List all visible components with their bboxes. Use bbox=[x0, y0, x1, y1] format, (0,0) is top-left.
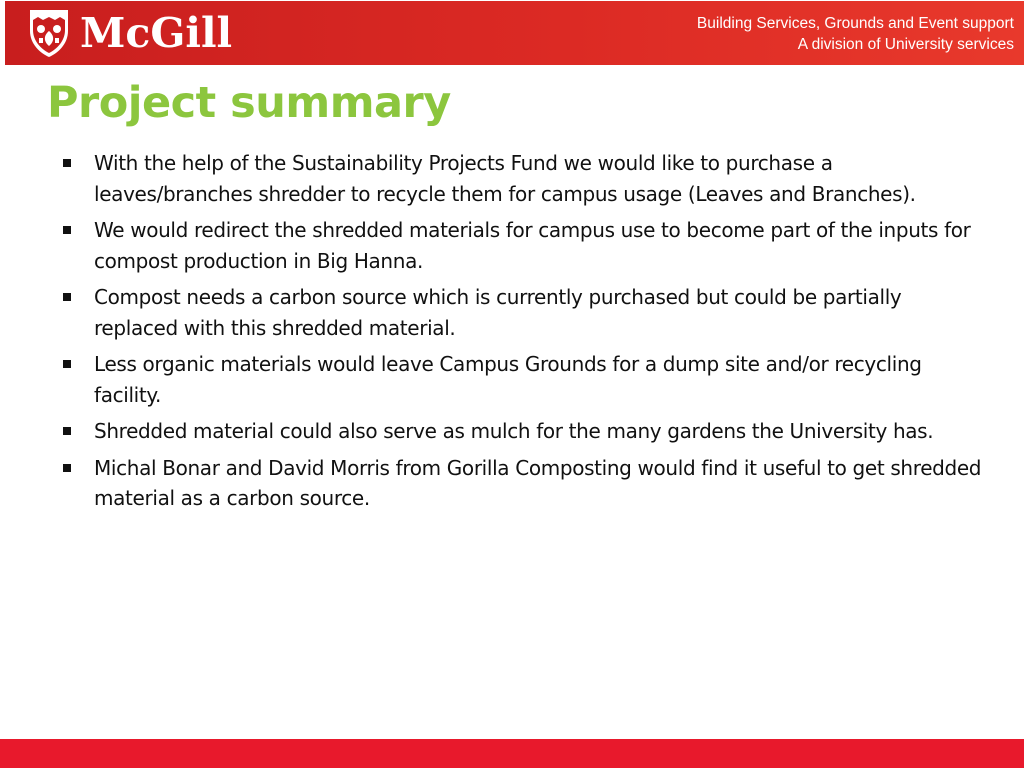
page-title: Project summary bbox=[47, 78, 451, 128]
bullet-text: Less organic materials would leave Campus Grounds for a dump site and/or recycling facility. bbox=[94, 352, 922, 407]
list-item bbox=[60, 148, 990, 209]
list-item bbox=[60, 453, 990, 514]
square-bullet-icon bbox=[63, 464, 71, 472]
list-item bbox=[60, 349, 990, 410]
square-bullet-icon bbox=[63, 226, 71, 234]
logo-wordmark: McGill bbox=[80, 9, 233, 57]
list-item bbox=[60, 416, 990, 447]
mcgill-crest-icon bbox=[27, 7, 71, 59]
bullet-text: Shredded material could also serve as mulch for the many gardens the University has. bbox=[94, 419, 934, 443]
header-bar bbox=[5, 1, 1024, 65]
square-bullet-icon bbox=[63, 293, 71, 301]
bullet-text: Michal Bonar and David Morris from Gorilla Composting would find it useful to get shredded material as a carbon source. bbox=[94, 455, 982, 510]
bullet-text: We would redirect the shredded materials for campus use to become part of the inputs for compost production in Big Hanna. bbox=[94, 218, 971, 273]
header-line-2: A division of University services bbox=[797, 36, 1014, 53]
header-line-1: Building Services, Grounds and Event support bbox=[696, 15, 1014, 32]
bullet-text: Compost needs a carbon source which is currently purchased but could be partially replaced with this shredded material. bbox=[94, 285, 902, 340]
bullet-list bbox=[60, 148, 990, 520]
list-item bbox=[60, 282, 990, 343]
bullet-text: With the help of the Sustainability Projects Fund we would like to purchase a leaves/branches shredder to recycle them for campus usage (Leaves and Branches). bbox=[94, 151, 916, 206]
list-item bbox=[60, 215, 990, 276]
square-bullet-icon bbox=[63, 159, 71, 167]
footer-bar bbox=[0, 739, 1024, 768]
mcgill-logo bbox=[27, 7, 232, 59]
header-division-text bbox=[697, 13, 1014, 55]
square-bullet-icon bbox=[63, 427, 71, 435]
square-bullet-icon bbox=[63, 360, 71, 368]
